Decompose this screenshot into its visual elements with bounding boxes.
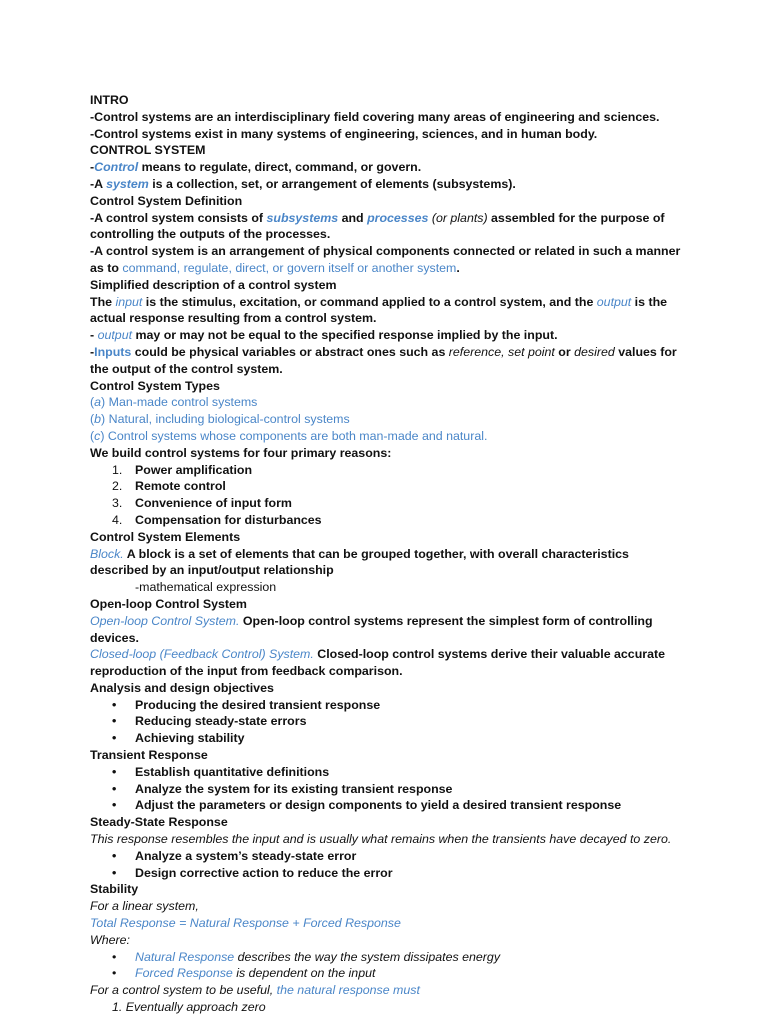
stability-list: [90, 949, 690, 983]
type-item-a: (a) Man-made control systems: [90, 395, 258, 410]
heading-types: Control System Types: [90, 378, 220, 393]
list-item: 2. Remote control: [112, 479, 226, 494]
list-item: • Reducing steady-state errors: [112, 714, 307, 729]
definition-paragraph-2: -A control system is an arrangement of physical components connected or related in such a manner as to command, regulate, direct, or govern itself or another system.: [90, 244, 681, 275]
list-item: 1. Power amplification: [112, 462, 253, 477]
control-definition-line: -Control means to regulate, direct, command, or govern.: [90, 160, 422, 175]
term-natural-response-must: the natural response must: [276, 983, 420, 998]
heading-open-loop: Open-loop Control System: [90, 596, 247, 611]
reasons-list: [90, 462, 690, 529]
heading-elements: Control System Elements: [90, 529, 241, 544]
type-item-c: (c) Control systems whose components are both man-made and natural.: [90, 428, 488, 443]
bullet-icon: •: [112, 966, 117, 981]
simplified-paragraph-2: - output may or may not be equal to the specified response implied by the input.: [90, 328, 558, 343]
simplified-paragraph-3: -Inputs could be physical variables or abstract ones such as reference, set point or desired values for the output of the control system.: [90, 344, 677, 376]
simplified-paragraph-1: The input is the stimulus, excitation, or command applied to a control system, and the output is the actual response resulting from a control system.: [90, 294, 668, 326]
list-item: • Producing the desired transient response: [112, 697, 381, 712]
bullet-icon: •: [112, 697, 117, 712]
bullet-icon: •: [112, 781, 117, 796]
bullet-icon: •: [112, 731, 117, 746]
term-output: output: [596, 294, 632, 309]
term-input: input: [115, 294, 143, 309]
objectives-list: [90, 697, 690, 747]
list-item: 3. Convenience of input form: [112, 496, 292, 511]
open-loop-paragraph: Open-loop Control System. Open-loop control systems represent the simplest form of controlling devices.: [90, 613, 653, 645]
heading-reasons: We build control systems for four primary reasons:: [90, 445, 392, 460]
heading-intro: INTRO: [90, 93, 129, 107]
list-item: • Adjust the parameters or design components to yield a desired transient response: [112, 798, 622, 813]
closed-loop-paragraph: Closed-loop (Feedback Control) System. Closed-loop control systems derive their valuable accurate reproduction of the input from feedback comparison.: [90, 647, 665, 679]
intro-line-1: -Control systems are an interdisciplinary field covering many areas of engineering and sciences.: [90, 109, 660, 124]
system-definition-line: -A system is a collection, set, or arrangement of elements (subsystems).: [90, 176, 516, 191]
list-item: • Achieving stability: [112, 731, 245, 746]
total-response-equation: Total Response = Natural Response + Forced Response: [90, 916, 401, 931]
list-item: • Design corrective action to reduce the error: [112, 865, 393, 880]
math-expression-line: -mathematical expression: [135, 580, 277, 595]
where-label: Where:: [90, 932, 130, 947]
term-inputs: Inputs: [94, 344, 132, 359]
bullet-icon: •: [112, 714, 117, 729]
heading-simplified: Simplified description of a control system: [90, 277, 337, 292]
term-command-regulate: command, regulate, direct, or govern itself or another system: [122, 260, 457, 275]
bullet-icon: •: [112, 865, 117, 880]
term-subsystems: subsystems: [266, 210, 339, 225]
term-processes: processes: [367, 210, 429, 225]
bullet-icon: •: [112, 764, 117, 779]
term-open-loop: Open-loop Control System.: [90, 613, 240, 628]
list-item: • Forced Response is dependent on the input: [112, 966, 376, 981]
block-paragraph: Block. A block is a set of elements that can be grouped together, with overall characteristics described by an input/output relationship: [90, 546, 629, 578]
bullet-icon: •: [112, 949, 117, 964]
term-closed-loop: Closed-loop (Feedback Control) System.: [90, 647, 314, 662]
list-item: 4. Compensation for disturbances: [112, 512, 322, 527]
term-block: Block.: [90, 546, 124, 561]
heading-control-system: CONTROL SYSTEM: [90, 143, 206, 158]
term-forced-response: Forced Response: [135, 966, 233, 981]
transient-list: [90, 764, 690, 814]
definition-paragraph-1: -A control system consists of subsystems and processes (or plants) assembled for the purpose of controlling the outputs of the processes.: [90, 210, 665, 242]
term-natural-response: Natural Response: [135, 949, 235, 964]
approach-zero-line: 1. Eventually approach zero: [112, 1000, 266, 1015]
heading-objectives: Analysis and design objectives: [90, 680, 274, 695]
steady-state-description: This response resembles the input and is usually what remains when the transients have decayed to zero.: [90, 832, 672, 847]
bullet-icon: •: [112, 848, 117, 863]
list-item: • Establish quantitative definitions: [112, 764, 330, 779]
steady-state-list: [90, 848, 690, 882]
intro-line-2: -Control systems exist in many systems of engineering, sciences, and in human body.: [90, 126, 598, 141]
useful-control-line: For a control system to be useful, the natural response must: [90, 983, 420, 998]
term-system: system: [106, 176, 149, 191]
heading-transient: Transient Response: [90, 748, 208, 763]
type-item-b: (b) Natural, including biological-control systems: [90, 412, 350, 427]
heading-stability: Stability: [90, 882, 139, 897]
heading-definition: Control System Definition: [90, 193, 243, 208]
list-item: • Natural Response describes the way the system dissipates energy: [112, 949, 501, 964]
term-control: Control: [94, 160, 139, 175]
stability-linear-line: For a linear system,: [90, 899, 199, 914]
bullet-icon: •: [112, 798, 117, 813]
list-item: • Analyze the system for its existing transient response: [112, 781, 453, 796]
list-item: • Analyze a system’s steady-state error: [112, 848, 357, 863]
term-output-2: output: [97, 328, 133, 343]
heading-steady-state: Steady-State Response: [90, 815, 228, 830]
